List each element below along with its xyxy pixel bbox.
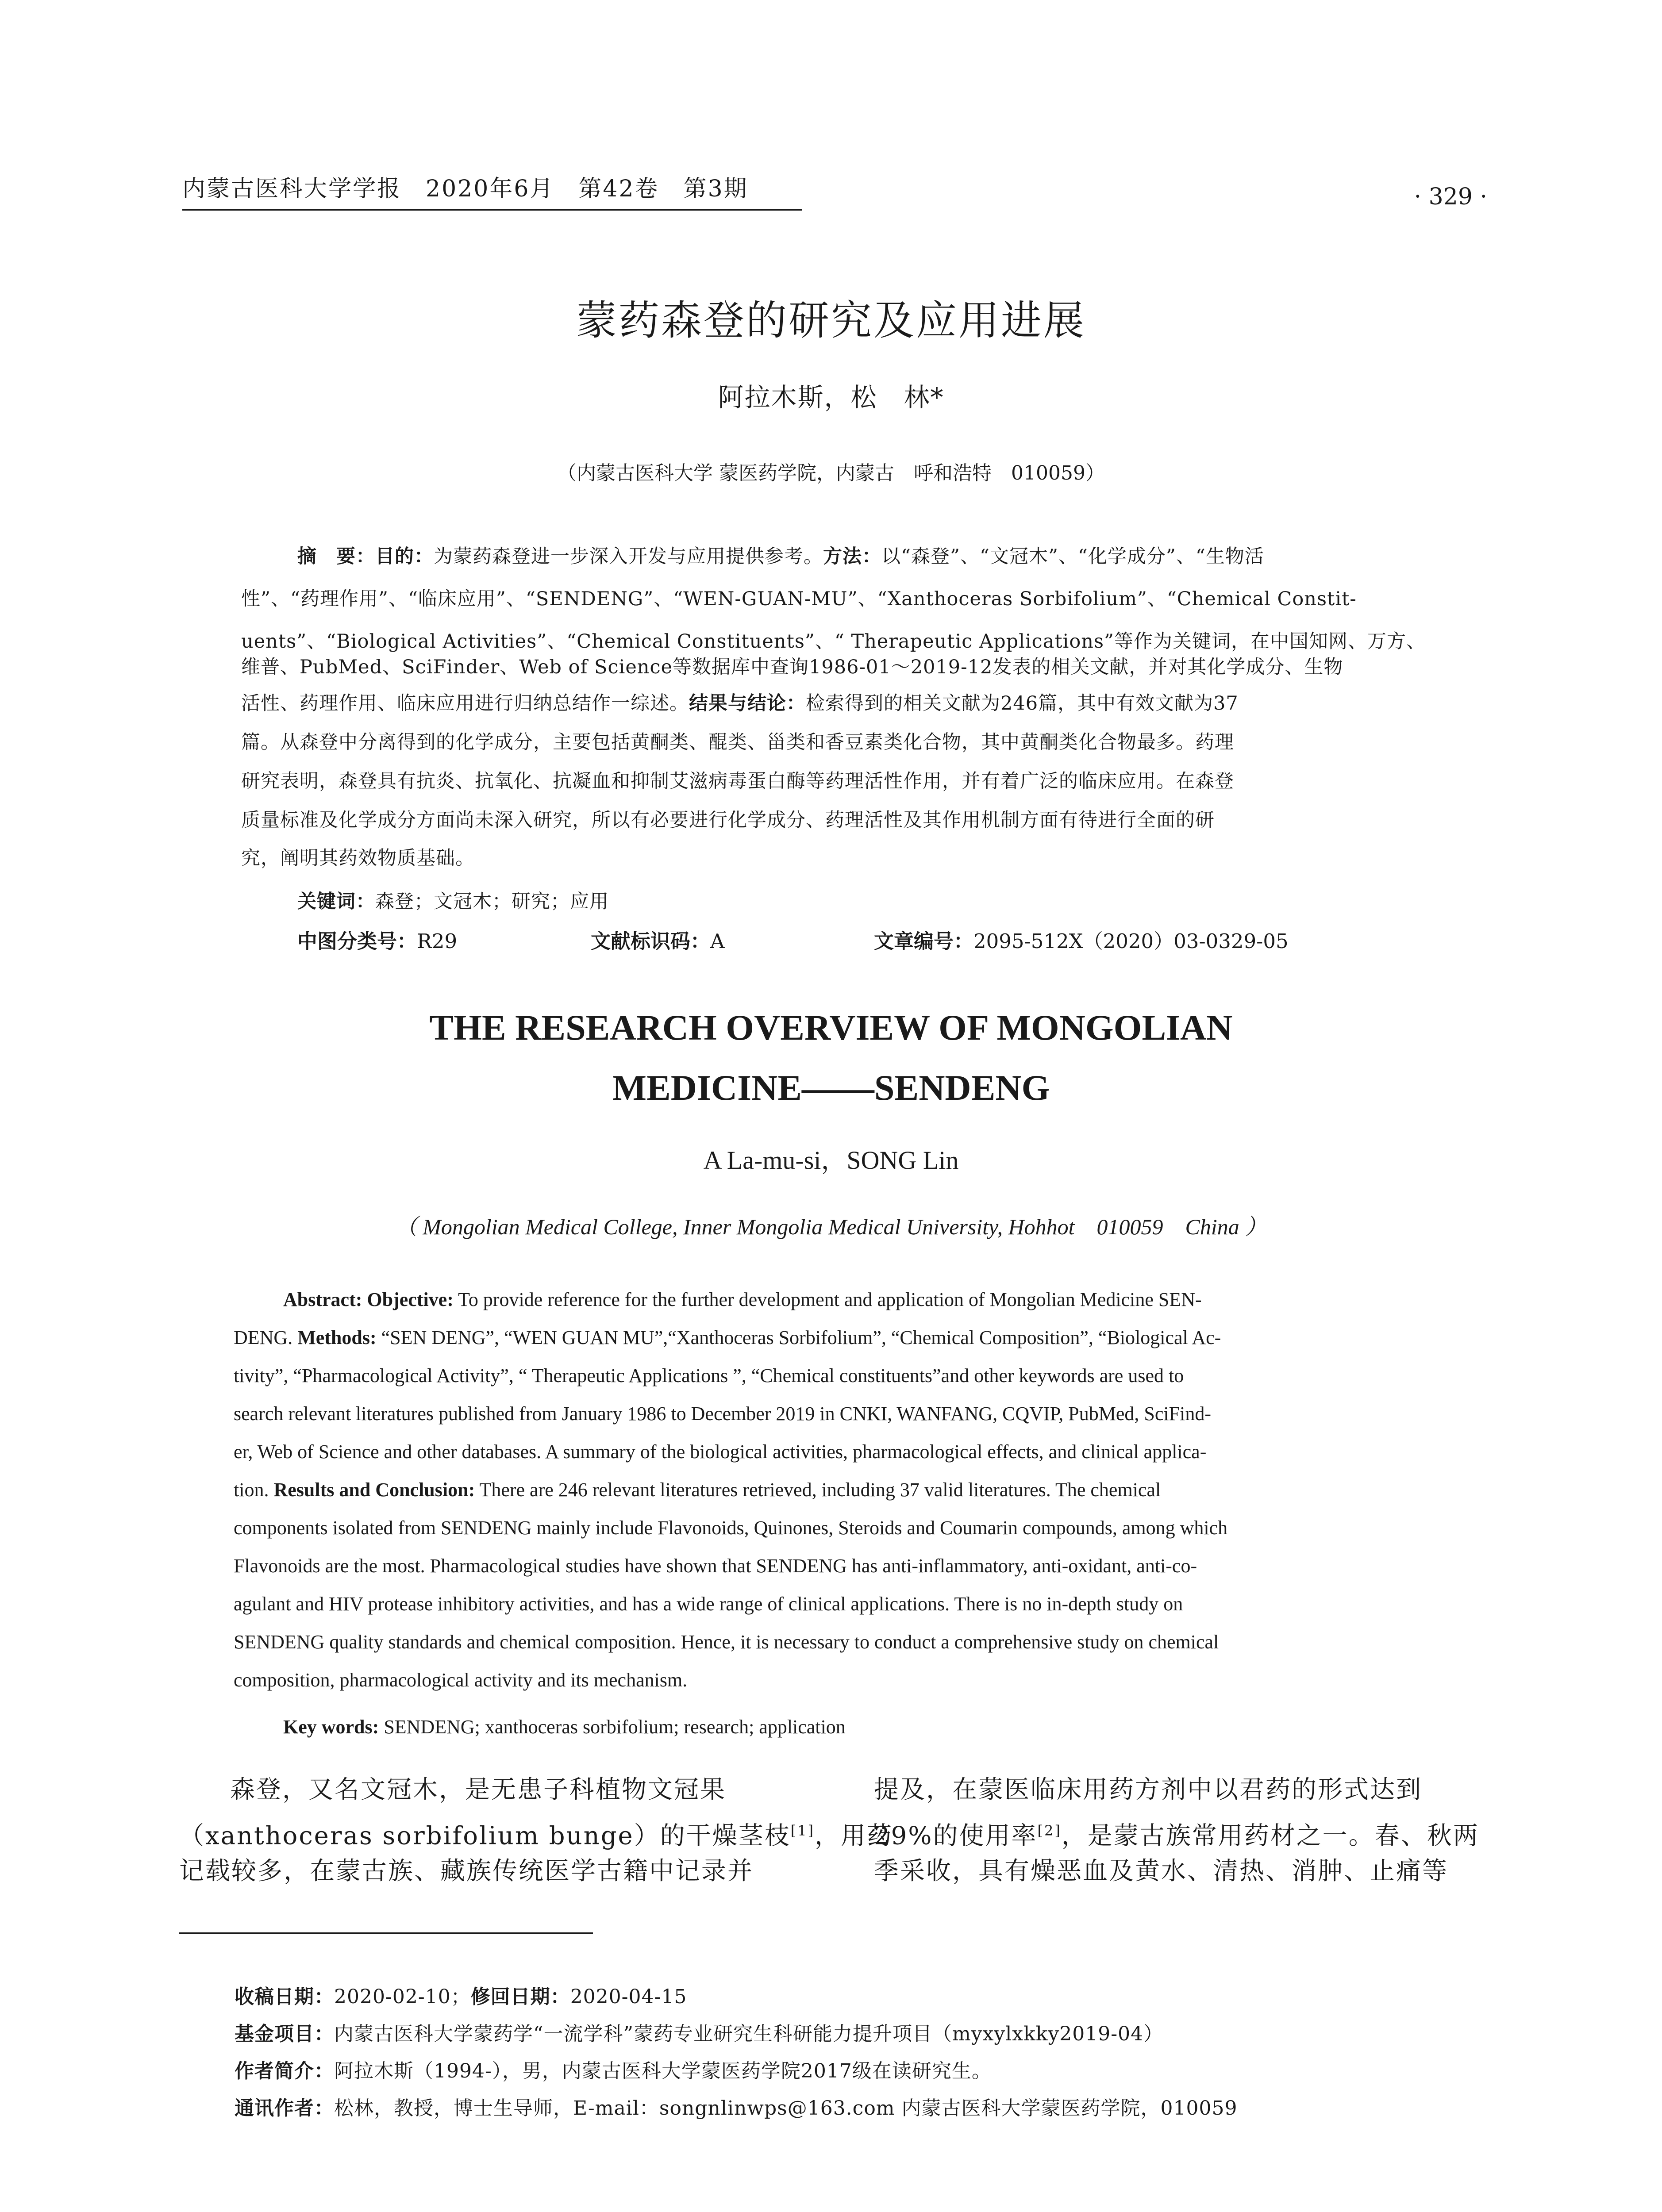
abstract-en-line: SENDENG quality standards and chemical composition. Hence, it is necessary to conduct a comprehensive study on chemical	[234, 1631, 1219, 1653]
abstract-en-label: Abstract:	[283, 1289, 362, 1310]
keywords-en: Key words: SENDENG; xanthoceras sorbifolium; research; application	[283, 1716, 846, 1738]
keywords-cn-label: 关键词：	[297, 891, 375, 913]
authors-en: A La-mu-si，SONG Lin	[703, 1146, 959, 1175]
authors-cn: 阿拉木斯，松 林*	[718, 382, 944, 412]
body-line: 森登，又名文冠木，是无患子科植物文冠果	[230, 1775, 726, 1804]
footnote-author-bio: 作者简介：阿拉木斯（1994-），男，内蒙古医科大学蒙医药学院2017级在读研究生。	[235, 2060, 992, 2082]
article-number: 文章编号：2095-512X（2020）03-0329-05	[874, 929, 1289, 953]
abstract-cn-line: 研究表明，森登具有抗炎、抗氧化、抗凝血和抑制艾滋病毒蛋白酶等药理活性作用，并有着广泛的临床应用。在森登	[241, 770, 1234, 792]
footnote-corresponding: 通讯作者：松林，教授，博士生导师，E-mail：songnlinwps@163.com 内蒙古医科大学蒙医药学院，010059	[235, 2097, 1238, 2120]
abstract-cn-line: 篇。从森登中分离得到的化学成分，主要包括黄酮类、醌类、甾类和香豆素类化合物，其中黄酮类化合物最多。药理	[241, 731, 1234, 753]
abstract-en-line: components isolated from SENDENG mainly include Flavonoids, Quinones, Steroids and Coumarin compounds, among which	[234, 1517, 1228, 1539]
body-line: 季采收，具有燥恶血及黄水、清热、消肿、止痛等	[874, 1857, 1448, 1886]
affiliation-en: （ Mongolian Medical College, Inner Mongolia Medical University, Hohhot 010059 China ）	[395, 1214, 1267, 1239]
abstract-en-line: er, Web of Science and other databases. A summary of the biological activities, pharmacological effects, and clinical applica-	[234, 1441, 1207, 1463]
page-number: · 329 ·	[1414, 184, 1487, 210]
body-line: 29%的使用率[2]，是蒙古族常用药材之一。春、秋两	[874, 1821, 1479, 1851]
abstract-cn-line: 摘 要：目的：为蒙药森登进一步深入开发与应用提供参考。方法：以“森登”、“文冠木”、“化学成分”、“生物活	[297, 545, 1264, 568]
abstract-cn-label: 摘 要：	[297, 545, 375, 568]
abstract-cn-line: 究，阐明其药效物质基础。	[241, 847, 475, 869]
document-code: 文献标识码：A	[591, 929, 725, 953]
abstract-en-line: Flavonoids are the most. Pharmacological studies have shown that SENDENG has anti-inflammatory, anti-oxidant, anti-co-	[234, 1555, 1197, 1577]
abstract-cn-line: 质量标准及化学成分方面尚未深入研究，所以有必要进行化学成分、药理活性及其作用机制方面有待进行全面的研	[241, 809, 1215, 831]
running-header-journal: 内蒙古医科大学学报 2020年6月 第42卷 第3期	[182, 176, 748, 202]
abstract-en-line: search relevant literatures published from January 1986 to December 2019 in CNKI, WANFANG, CQVIP, PubMed, SciFind-	[234, 1403, 1211, 1425]
article-title-en: THE RESEARCH OVERVIEW OF MONGOLIAN MEDICINE——SENDENG	[429, 1007, 1233, 1108]
clc-number: 中图分类号：R29	[297, 929, 458, 953]
abstract-en-line: tion. Results and Conclusion: There are 246 relevant literatures retrieved, including 37 valid literatures. The chemical	[234, 1479, 1161, 1501]
citation-ref[interactable]: [2]	[1037, 1822, 1062, 1839]
body-line: （xanthoceras sorbifolium bunge）的干燥茎枝[1]，用药	[179, 1821, 893, 1851]
abstract-en-line: Abstract: Objective: To provide reference for the further development and application of Mongolian Medicine SEN-	[283, 1289, 1202, 1310]
header-rule	[182, 209, 802, 211]
footnote-dates: 收稿日期：2020-02-10；修回日期：2020-04-15	[235, 1985, 687, 2008]
footnote-rule	[179, 1932, 593, 1934]
abstract-cn-line: 性”、“药理作用”、“临床应用”、“SENDENG”、“WEN-GUAN-MU”、“Xanthoceras Sorbifolium”、“Chemical Constit-	[241, 588, 1357, 610]
abstract-en-line: tivity”, “Pharmacological Activity”, “ Therapeutic Applications ”, “Chemical constituents”and other keywords are used to	[234, 1365, 1184, 1386]
keywords-cn: 关键词：森登；文冠木；研究；应用	[297, 891, 609, 913]
keywords-en-label: Key words:	[283, 1716, 379, 1738]
citation-ref[interactable]: [1]	[790, 1822, 815, 1839]
abstract-en-line: DENG. Methods: “SEN DENG”, “WEN GUAN MU”,“Xanthoceras Sorbifolium”, “Chemical Composition”, “Biological Ac-	[234, 1327, 1221, 1348]
abstract-en-line: composition, pharmacological activity and its mechanism.	[234, 1669, 688, 1691]
article-title-cn: 蒙药森登的研究及应用进展	[576, 297, 1086, 344]
body-line: 提及，在蒙医临床用药方剂中以君药的形式达到	[874, 1775, 1422, 1804]
abstract-cn-line: uents”、“Biological Activities”、“Chemical Constituents”、“ Therapeutic Applications”等作为关键词，在中国知网、万方、	[241, 630, 1426, 653]
affiliation-cn: （内蒙古医科大学 蒙医药学院，内蒙古 呼和浩特 010059）	[557, 462, 1105, 484]
abstract-en-line: agulant and HIV protease inhibitory activities, and has a wide range of clinical applications. There is no in-depth study on	[234, 1593, 1183, 1615]
body-line: 记载较多，在蒙古族、藏族传统医学古籍中记录并	[179, 1857, 754, 1886]
abstract-cn-line: 活性、药理作用、临床应用进行归纳总结作一综述。结果与结论：检索得到的相关文献为246篇，其中有效文献为37	[241, 692, 1239, 714]
footnote-fund: 基金项目：内蒙古医科大学蒙药学“一流学科”蒙药专业研究生科研能力提升项目（myxylxkky2019-04）	[235, 2023, 1164, 2045]
abstract-cn-line: 维普、PubMed、SciFinder、Web of Science等数据库中查询1986-01～2019-12发表的相关文献，并对其化学成分、生物	[241, 656, 1343, 678]
